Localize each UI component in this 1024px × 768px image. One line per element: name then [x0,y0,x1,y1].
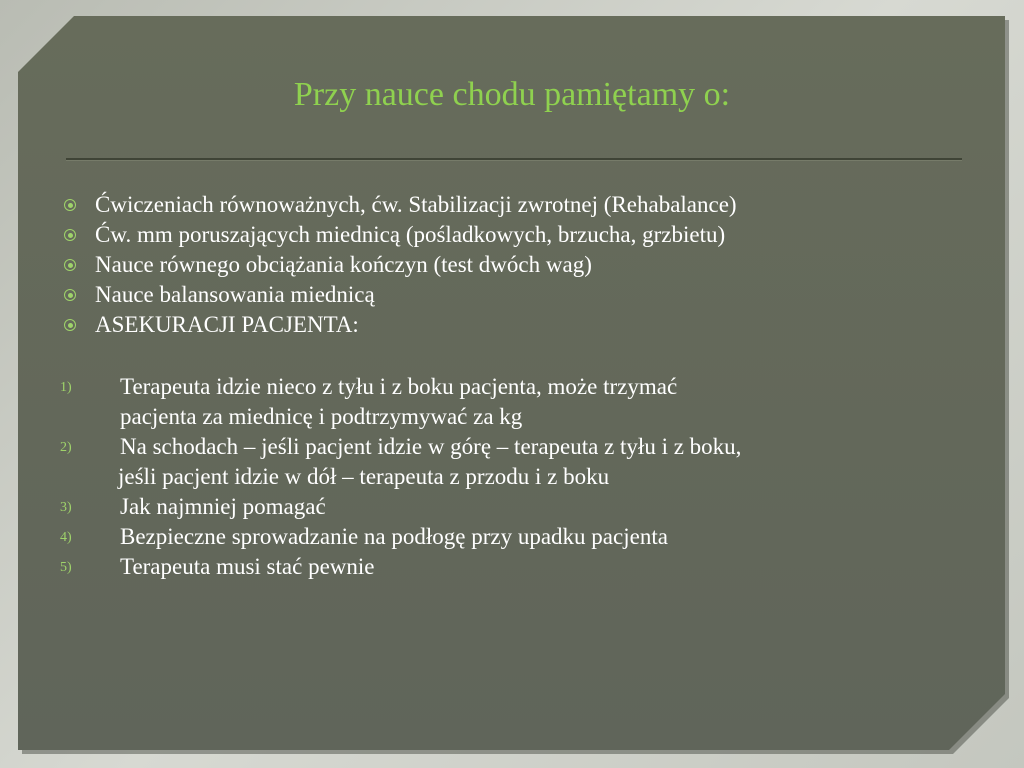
item-number: 1) [60,380,72,395]
bullet-item [60,310,960,340]
numbered-item [60,522,980,552]
bullet-circle-icon [64,289,76,301]
bullet-text: ASEKURACJI PACJENTA: [95,312,359,337]
item-text-line: jeśli pacjent idzie w dół – terapeuta z przodu i z boku [118,464,610,489]
numbered-item [60,432,980,492]
item-number: 4) [60,530,72,545]
bullet-item [60,250,960,280]
item-number: 2) [60,440,72,455]
bullet-text: Nauce równego obciążania kończyn (test dwóch wag) [95,252,592,277]
numbered-item [60,492,980,522]
numbered-item [60,552,980,582]
numbered-list [60,372,980,582]
bullet-item [60,220,960,250]
bullet-item [60,190,960,220]
slide-title: Przy nauce chodu pamiętamy o: [293,76,731,113]
bullet-text: Nauce balansowania miednicą [95,282,375,307]
bullet-circle-icon [64,229,76,241]
title-divider [66,158,962,161]
bullet-circle-icon [64,199,76,211]
item-text-line: Bezpieczne sprowadzanie na podłogę przy upadku pacjenta [120,524,668,549]
item-number: 3) [60,500,72,515]
numbered-item [60,372,980,432]
item-text-line: Na schodach – jeśli pacjent idzie w górę – terapeuta z tyłu i z boku, [120,434,742,459]
bullet-circle-icon [64,319,76,331]
bullet-item [60,280,960,310]
item-text-line: Terapeuta musi stać pewnie [120,554,375,579]
bullet-text: Ćwiczeniach równoważnych, ćw. Stabilizacji zwrotnej (Rehabalance) [95,192,737,217]
bullet-text: Ćw. mm poruszających miednicą (pośladkowych, brzucha, grzbietu) [95,222,726,247]
item-text-line: Terapeuta idzie nieco z tyłu i z boku pacjenta, może trzymać [120,374,678,399]
bullet-circle-icon [64,259,76,271]
item-number: 5) [60,560,72,575]
bullet-list [60,190,960,340]
item-text-line: pacjenta za miednicę i podtrzymywać za kg [120,404,523,429]
item-text-line: Jak najmniej pomagać [120,494,326,519]
